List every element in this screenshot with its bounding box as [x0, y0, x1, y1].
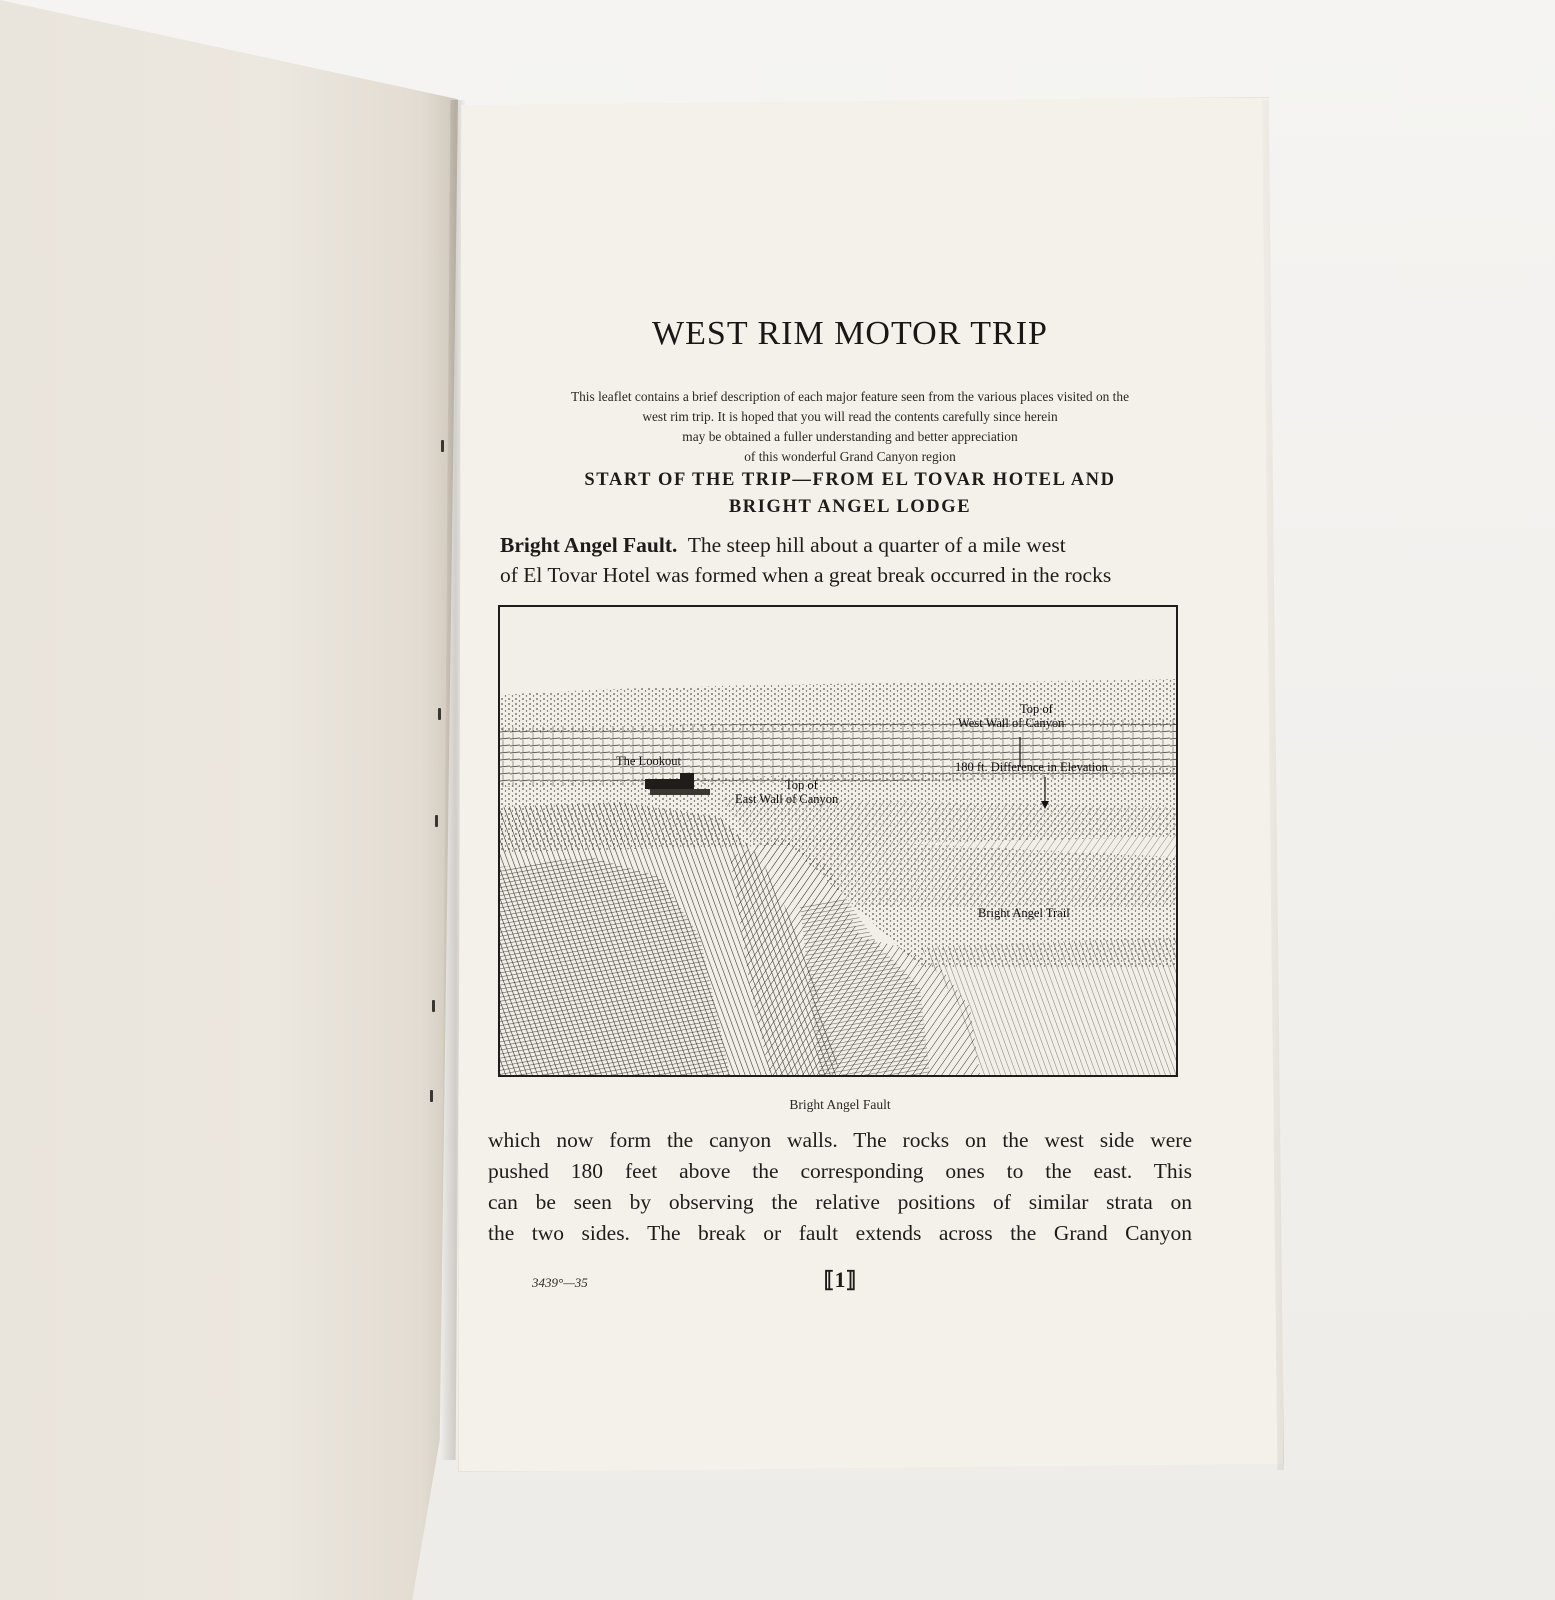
figure-label-trail: Bright Angel Trail [978, 906, 1070, 920]
body-paragraph-top [500, 530, 1200, 590]
intro-line: This leaflet contains a brief description of each major feature seen from the various places visited on the [570, 389, 1130, 404]
paragraph-line: of El Tovar Hotel was formed when a great break occurred in the rocks [500, 563, 1112, 587]
figure-label-west-wall: West Wall of Canyon [958, 716, 1065, 730]
paragraph-text: The steep hill about a quarter of a mile west [677, 533, 1066, 557]
section-heading [500, 467, 1200, 521]
body-paragraph-bottom [488, 1125, 1192, 1249]
figure-label-east-wall: East Wall of Canyon [735, 792, 839, 806]
paragraph-line: which now form the canyon walls. The rocks on the west side were [488, 1128, 1192, 1152]
figure-label-top-east: Top of [785, 778, 818, 792]
intro-line: west rim trip. It is hoped that you will read the contents carefully since herein [642, 409, 1058, 424]
paragraph-lead: Bright Angel Fault. [500, 533, 678, 557]
figure-caption: Bright Angel Fault [789, 1097, 891, 1112]
fault-illustration [498, 605, 1178, 1077]
binding-stitch [430, 1090, 433, 1102]
paragraph-line: the two sides. The break or fault extends across the Grand Canyon [488, 1221, 1192, 1245]
left-page [0, 0, 458, 1600]
intro-paragraph [500, 387, 1200, 467]
page-number: ⟦1⟧ [823, 1267, 857, 1292]
binding-stitch [435, 815, 438, 827]
binding-stitch [441, 440, 444, 452]
intro-line: may be obtained a fuller understanding and better appreciation [682, 429, 1018, 444]
figure-label-lookout: The Lookout [616, 754, 681, 768]
paragraph-line [500, 530, 1200, 560]
paragraph-line: pushed 180 feet above the corresponding ones to the east. This [488, 1159, 1192, 1183]
print-code: 3439°—35 [532, 1275, 588, 1290]
binding-stitch [438, 708, 441, 720]
section-heading-line: START OF THE TRIP—FROM EL TOVAR HOTEL AND [584, 470, 1116, 490]
page-title: WEST RIM MOTOR TRIP [652, 315, 1048, 352]
paragraph-line: can be seen by observing the relative positions of similar strata on [488, 1190, 1192, 1214]
section-heading-line: BRIGHT ANGEL LODGE [728, 497, 972, 517]
intro-line: of this wonderful Grand Canyon region [744, 449, 956, 464]
binding-stitch [432, 1000, 435, 1012]
illustration-drawing [500, 607, 1176, 1075]
figure-label-top-west: Top of [1020, 702, 1053, 716]
figure-label-elevation: 180 ft. Difference in Elevation [955, 760, 1108, 774]
